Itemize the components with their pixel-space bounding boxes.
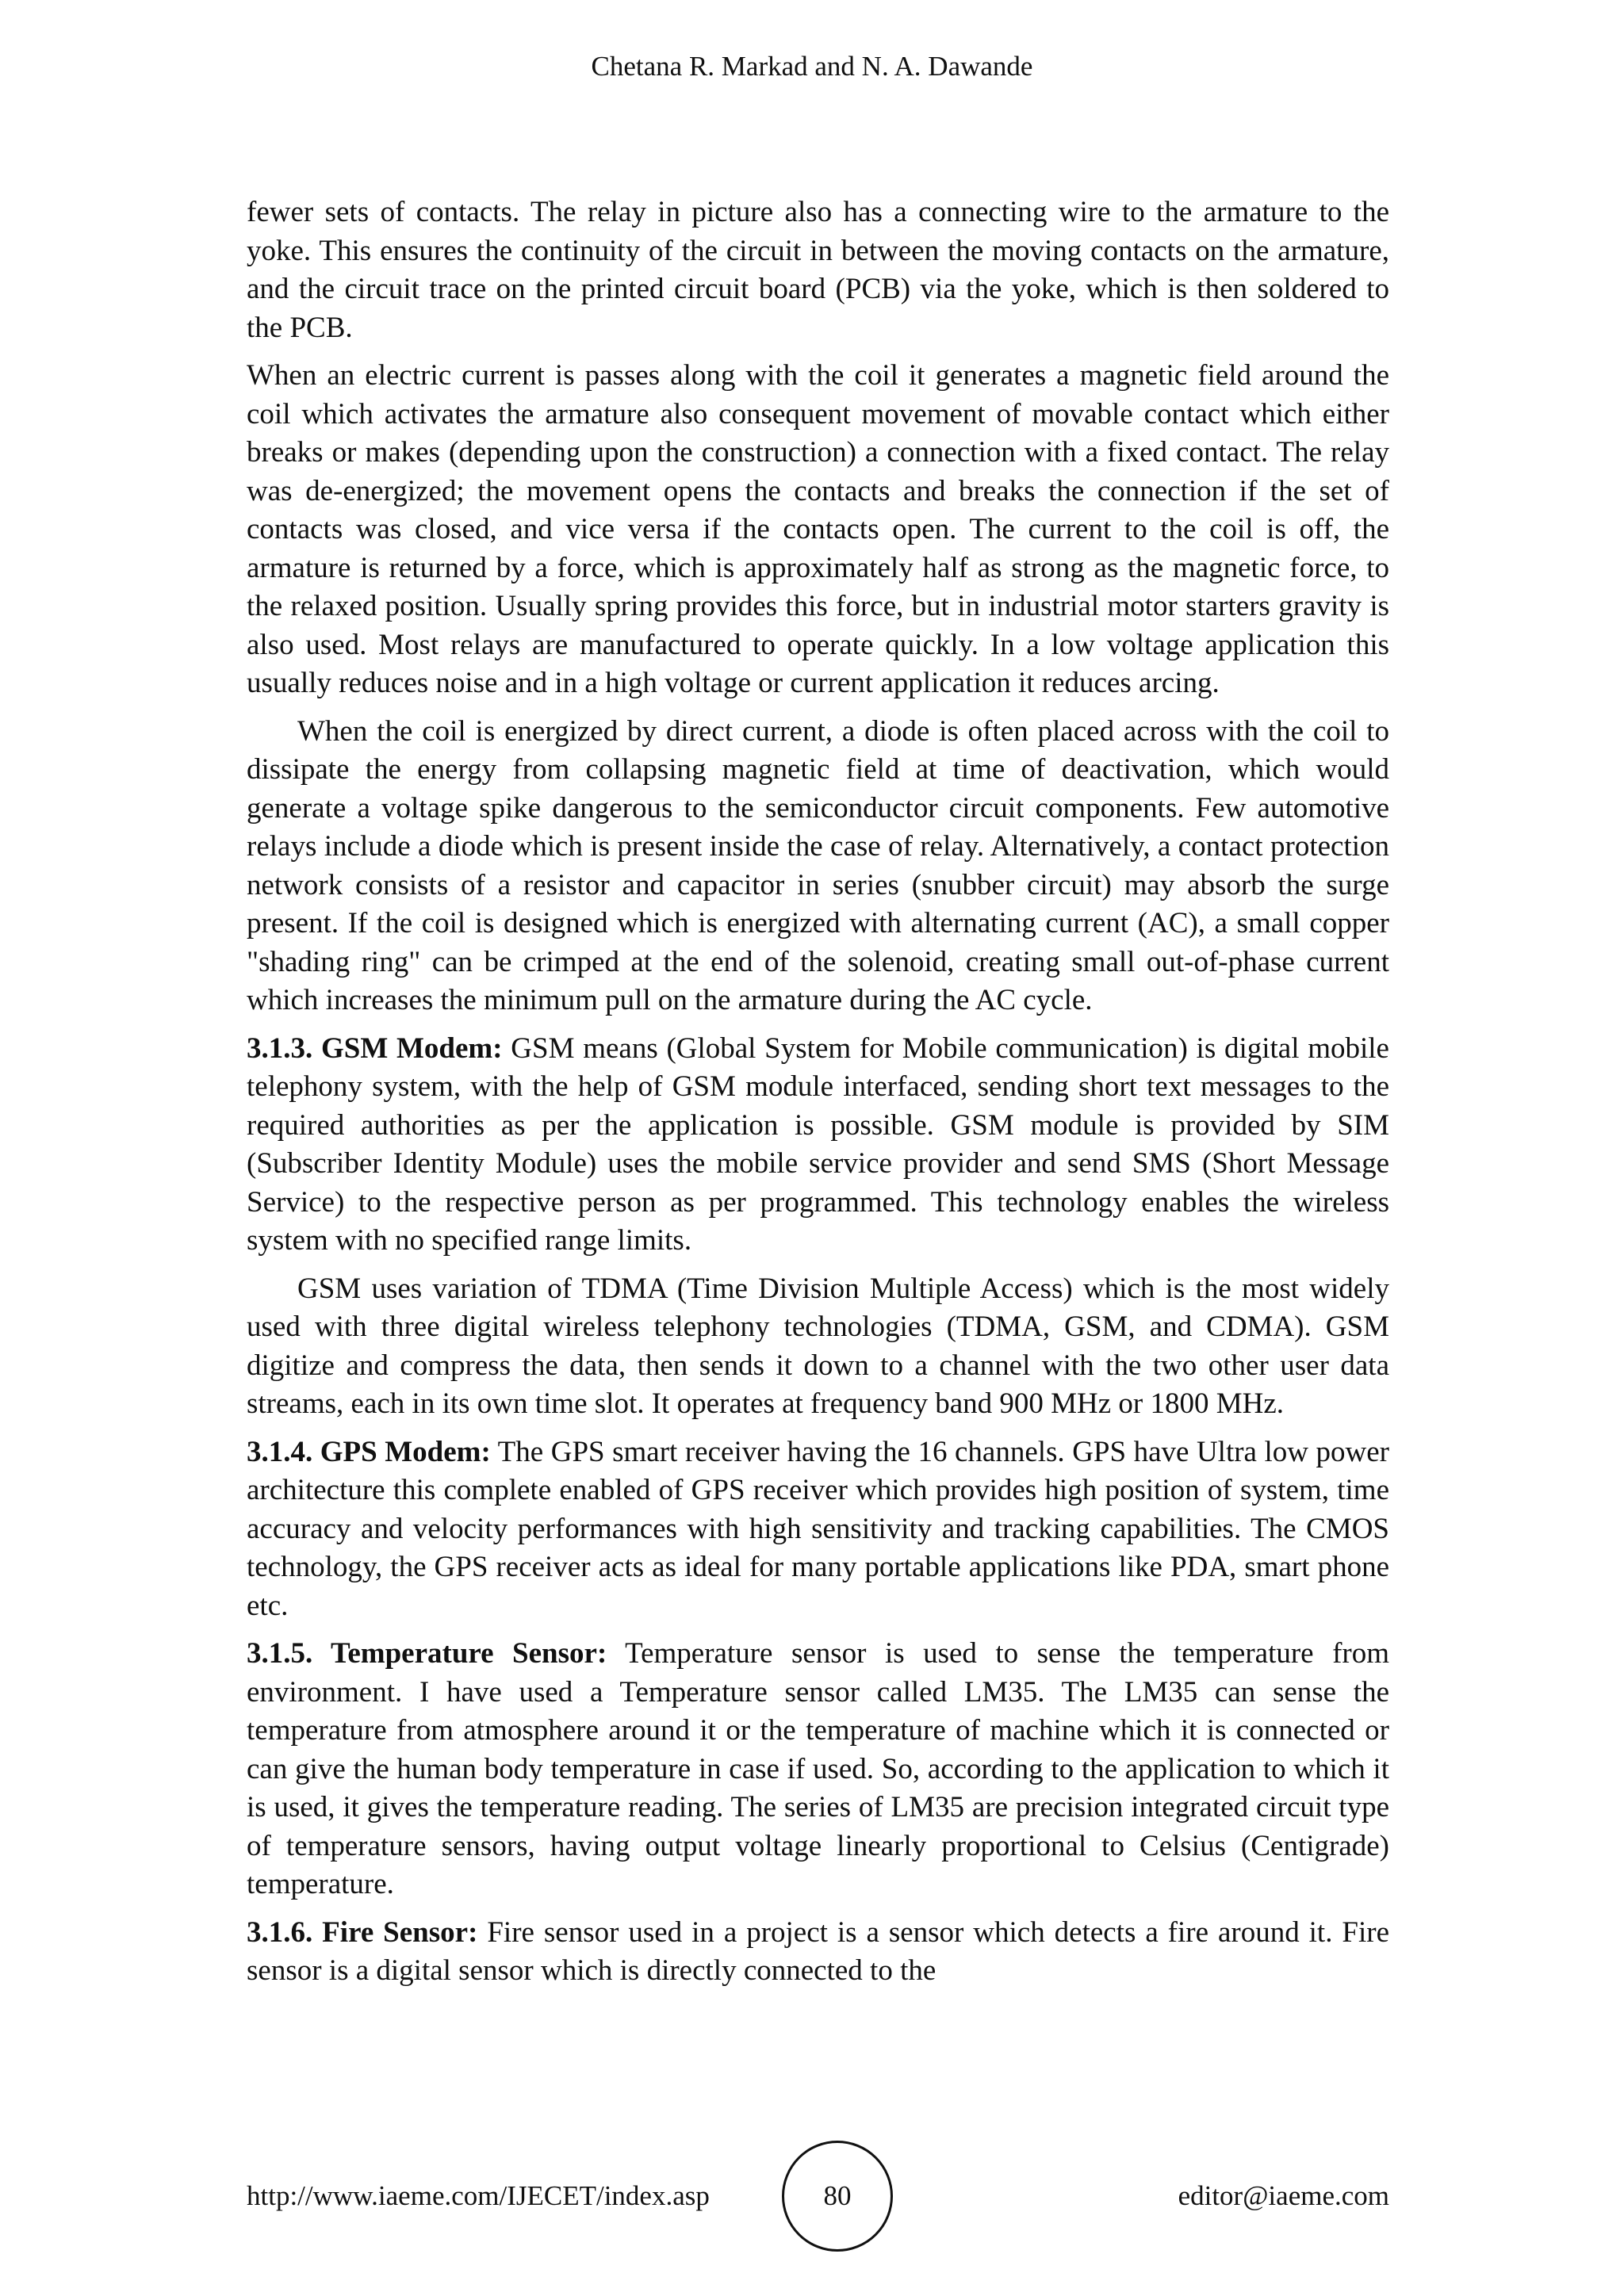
paragraph-relay-operation: When an electric current is passes along with the coil it generates a magnetic field around the coil which activates the armature also consequent movement of movable contact which either breaks or makes (depending upon the construction) a connection with a fixed contact. The relay was de-energized; the movement opens the contacts and breaks the connection if the set of contacts was closed, and vice versa if the contacts open. The current to the coil is off, the armature is returned by a force, which is approximately half as strong as the magnetic force, to the relaxed position. Usually spring provides this force, but in industrial motor starters gravity is also used. Most relays are manufactured to operate quickly. In a low voltage application this usually reduces noise and in a high voltage or current application it reduces arcing. (247, 359, 1389, 699)
section-fire-sensor (247, 1914, 1389, 1991)
section-text-fire: Fire sensor used in a project is a sensor which detects a fire around it. Fire sensor is a digital sensor which is directly connected to the (247, 1915, 1389, 1987)
main-text (247, 193, 1389, 2000)
section-heading-fire: 3.1.6. Fire Sensor: (247, 1915, 478, 1949)
section-heading-temperature: 3.1.5. Temperature Sensor: (247, 1637, 607, 1670)
section-text-temperature: Temperature sensor is used to sense the temperature from environment. I have used a Temperature sensor called LM35. The LM35 can sense the temperature from atmosphere around it or the temperature of machine which it is connected or can give the human body temperature in case if used. So, according to the application to which it is used, it gives the temperature reading. The series of LM35 are precision integrated circuit type of temperature sensors, having output voltage linearly proportional to Celsius (Centigrade) temperature. (247, 1637, 1389, 1900)
footer-email-link[interactable]: editor@iaeme.com (1178, 2180, 1389, 2211)
section-gsm-modem (247, 1030, 1389, 1261)
section-temperature-sensor (247, 1635, 1389, 1904)
section-gps-modem (247, 1433, 1389, 1626)
page-number-badge (782, 2141, 893, 2252)
section-text-gps: The GPS smart receiver having the 16 channels. GPS have Ultra low power architecture this complete enabled of GPS receiver which provides high position of system, time accuracy and velocity performances with high sensitivity and tracking capabilities. The CMOS technology, the GPS receiver acts as ideal for many portable applications like PDA, smart phone etc. (247, 1435, 1389, 1622)
paragraph-relay-diode: When the coil is energized by direct current, a diode is often placed across with the coil to dissipate the energy from collapsing magnetic field at time of deactivation, which would generate a voltage spike dangerous to the semiconductor circuit components. Few automotive relays include a diode which is present inside the case of relay. Alternatively, a contact protection network consists of a resistor and capacitor in series (snubber circuit) may absorb the surge present. If the coil is designed which is energized with alternating current (AC), a small copper "shading ring" can be crimped at the end of the solenoid, creating small out-of-phase current which increases the minimum pull on the armature during the AC cycle. (247, 714, 1389, 1016)
paragraph-gsm-tdma: GSM uses variation of TDMA (Time Division Multiple Access) which is the most widely used with three digital wireless telephony technologies (TDMA, GSM, and CDMA). GSM digitize and compress the data, then sends it down to a channel with the two other user data streams, each in its own time slot. It operates at frequency band 900 MHz or 1800 MHz. (247, 1272, 1389, 1420)
paragraph-relay-contacts: fewer sets of contacts. The relay in picture also has a connecting wire to the armature to the yoke. This ensures the continuity of the circuit in between the moving contacts on the armature, and the circuit trace on the printed circuit board (PCB) via the yoke, which is then soldered to the PCB. (247, 196, 1389, 344)
running-header-authors: Chetana R. Markad and N. A. Dawande (591, 51, 1033, 82)
section-heading-gps: 3.1.4. GPS Modem: (247, 1435, 491, 1468)
section-heading-gsm: 3.1.3. GSM Modem: (247, 1031, 503, 1065)
footer-journal-link[interactable]: http://www.iaeme.com/IJECET/index.asp (247, 2180, 710, 2211)
page-number: 80 (823, 2180, 852, 2211)
section-text-gsm: GSM means (Global System for Mobile communication) is digital mobile telephony system, with the help of GSM module interfaced, sending short text messages to the required authorities as per the application is possible. GSM module is provided by SIM (Subscriber Identity Module) uses the mobile service provider and send SMS (Short Message Service) to the respective person as per programmed. This technology enables the wireless system with no specified range limits. (247, 1031, 1389, 1257)
